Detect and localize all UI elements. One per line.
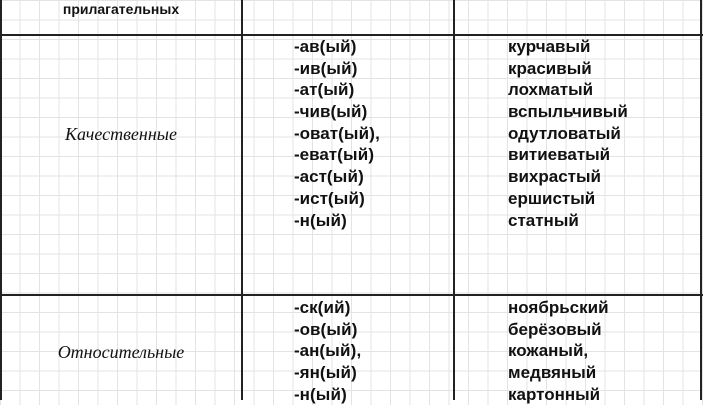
example-item: кожаный,: [508, 341, 589, 361]
suffix-item: -оват(ый),: [294, 123, 381, 143]
suffix-item: -чив(ый): [294, 102, 368, 122]
suffix-list-relative: [294, 297, 361, 405]
table-border-left: [0, 0, 2, 400]
suffix-item: -н(ый): [294, 384, 348, 404]
suffix-item: -ск(ий): [294, 298, 351, 317]
suffix-item: -ав(ый): [294, 37, 357, 56]
example-item: вспыльчивый: [508, 102, 628, 122]
type-qualitative: Качественные: [65, 124, 177, 144]
example-item: картонный: [508, 384, 601, 404]
example-item: ноябрьский: [508, 298, 609, 317]
table-divider-1: [241, 0, 243, 400]
suffix-item: -ан(ый),: [294, 341, 362, 361]
section-divider: [0, 294, 703, 296]
suffix-item: -н(ый): [294, 210, 348, 230]
table-divider-2: [453, 0, 455, 400]
header-cell-adjective-type: прилагательных: [62, 1, 180, 17]
suffix-item: -ист(ый): [294, 188, 365, 208]
example-item: витиеватый: [508, 145, 611, 165]
example-item: медвяный: [508, 363, 597, 383]
example-item: статный: [508, 210, 579, 230]
suffix-item: -ив(ый): [294, 58, 358, 78]
example-item: ершистый: [508, 188, 596, 208]
suffix-item: -ат(ый): [294, 80, 355, 100]
example-item: курчавый: [508, 37, 591, 56]
example-item: лохматый: [508, 80, 594, 100]
type-relative: Относительные: [57, 342, 185, 362]
suffix-list-qualitative: [294, 36, 380, 231]
suffix-item: -ов(ый): [294, 319, 358, 339]
example-list-relative: [508, 297, 609, 405]
table-border-right: [700, 0, 702, 400]
example-list-qualitative: [508, 36, 628, 231]
example-item: одутловатый: [508, 123, 621, 143]
suffix-item: -аст(ый): [294, 167, 364, 187]
example-item: берёзовый: [508, 319, 602, 339]
example-item: красивый: [508, 58, 592, 78]
suffix-item: -еват(ый): [294, 145, 375, 165]
example-item: вихрастый: [508, 167, 601, 187]
suffix-item: -ян(ый): [294, 363, 357, 383]
